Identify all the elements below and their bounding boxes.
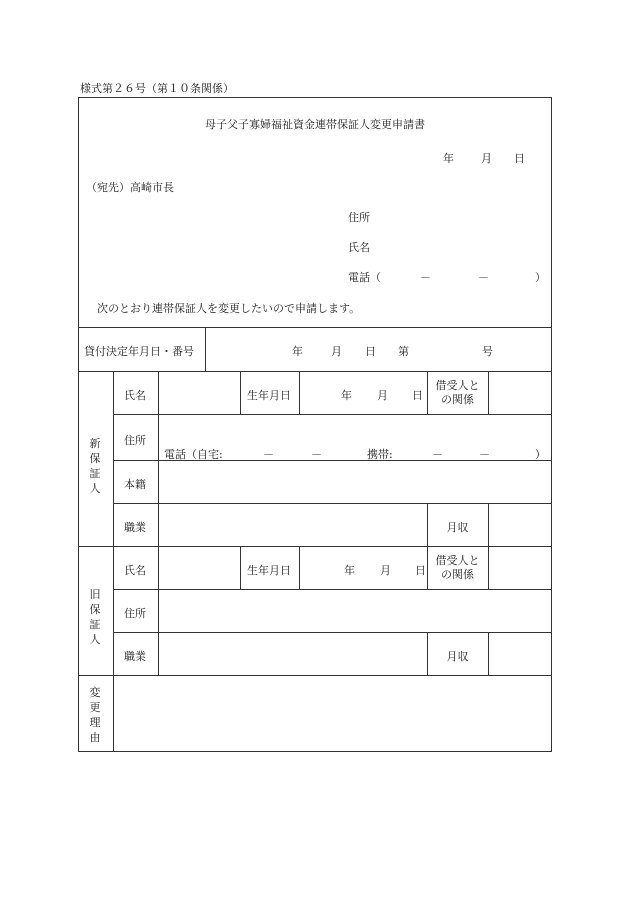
divider xyxy=(488,371,489,414)
date-month-label: 月 xyxy=(481,152,492,165)
new-phone-home-label: 電話（自宅: xyxy=(164,448,223,461)
addressee: （宛先）高崎市長 xyxy=(86,181,174,194)
form-title: 母子父子寡婦福祉資金連帯保証人変更申請書 xyxy=(205,118,425,131)
new-phone-home-dash: － xyxy=(263,448,274,461)
divider xyxy=(488,546,489,589)
new-dob-year: 年 xyxy=(341,389,352,402)
applicant-phone-close: ） xyxy=(535,271,546,284)
new-phone-home-dash: － xyxy=(311,448,322,461)
old-dob-year: 年 xyxy=(344,564,355,577)
divider xyxy=(113,503,552,504)
change-reason-label: 変更理由 xyxy=(89,686,101,744)
applicant-phone-dash: － xyxy=(420,271,431,284)
divider xyxy=(240,371,241,414)
divider xyxy=(78,371,552,372)
loan-decision-year: 年 xyxy=(292,345,303,358)
old-dob-day: 日 xyxy=(415,564,426,577)
divider xyxy=(240,546,241,589)
divider xyxy=(78,327,552,328)
new-relation-label: 借受人と の関係 xyxy=(435,379,480,406)
divider xyxy=(205,327,206,371)
date-day-label: 日 xyxy=(514,152,525,165)
divider xyxy=(113,632,552,633)
new-income-label: 月収 xyxy=(446,521,469,534)
new-dob-day: 日 xyxy=(412,389,423,402)
divider xyxy=(488,632,489,675)
old-guarantor-section-label: 旧保証人 xyxy=(89,588,101,646)
applicant-address-label: 住所 xyxy=(348,211,370,224)
date-year-label: 年 xyxy=(443,152,454,165)
applicant-phone-dash: － xyxy=(478,271,489,284)
new-phone-mobile-dash: － xyxy=(432,448,443,461)
application-statement: 次のとおり連帯保証人を変更したいので申請します。 xyxy=(97,302,361,315)
divider xyxy=(299,546,300,589)
new-phone-mobile-dash: － xyxy=(479,448,490,461)
divider xyxy=(78,546,552,547)
old-income-label: 月収 xyxy=(446,650,469,663)
old-name-label: 氏名 xyxy=(124,564,146,577)
old-occupation-label: 職業 xyxy=(124,650,146,663)
divider xyxy=(158,371,159,675)
new-occupation-label: 職業 xyxy=(124,521,146,534)
new-dob-label: 生年月日 xyxy=(247,389,291,402)
new-phone-close: ） xyxy=(535,448,546,461)
new-name-label: 氏名 xyxy=(124,389,146,402)
loan-decision-label: 貸付決定年月日・番号 xyxy=(84,345,194,358)
loan-decision-month: 月 xyxy=(331,345,342,358)
divider xyxy=(113,589,552,590)
loan-decision-day: 日 xyxy=(365,345,376,358)
new-address-label: 住所 xyxy=(124,434,146,447)
form-number: 様式第２６号（第１０条関係） xyxy=(80,82,234,95)
divider xyxy=(299,371,300,414)
old-address-label: 住所 xyxy=(124,607,146,620)
new-domicile-label: 本籍 xyxy=(124,478,146,491)
divider xyxy=(488,503,489,546)
loan-decision-dai: 第 xyxy=(398,345,409,358)
applicant-phone-label: 電話（ xyxy=(348,271,381,284)
new-dob-month: 月 xyxy=(377,389,388,402)
old-dob-label: 生年月日 xyxy=(247,564,291,577)
loan-decision-go: 号 xyxy=(482,345,493,358)
old-dob-month: 月 xyxy=(380,564,391,577)
applicant-name-label: 氏名 xyxy=(348,241,370,254)
new-phone-mobile-label: 携帯: xyxy=(367,448,393,461)
divider xyxy=(113,414,552,415)
divider xyxy=(78,675,552,676)
new-guarantor-section-label: 新保証人 xyxy=(89,437,101,495)
old-relation-label: 借受人と の関係 xyxy=(435,554,480,581)
divider xyxy=(113,371,114,752)
